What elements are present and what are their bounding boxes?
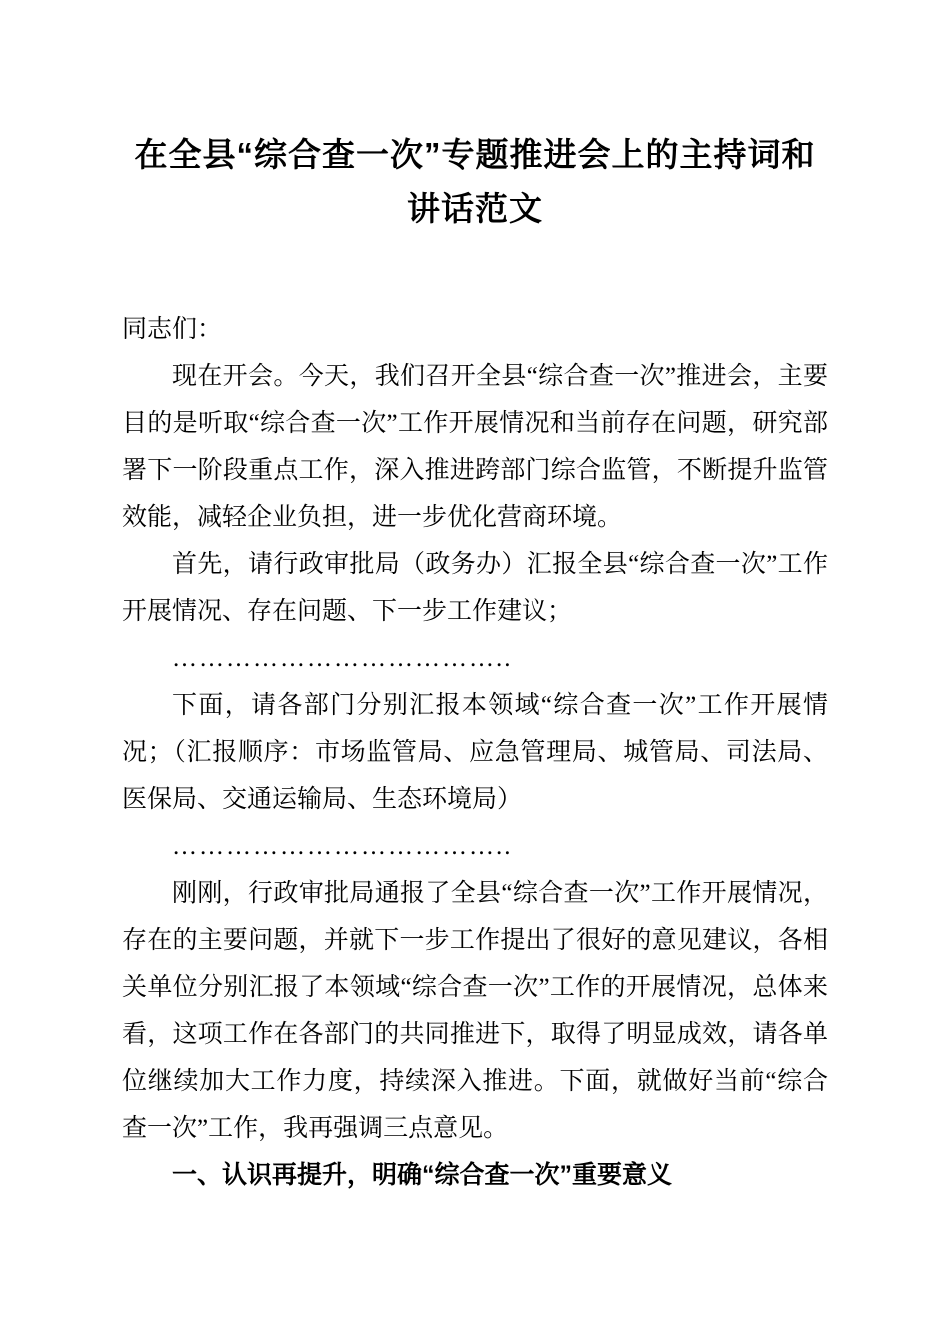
paragraph-summary: 刚刚，行政审批局通报了全县“综合查一次”工作开展情况，存在的主要问题，并就下一步工作提出了很好的意见建议，各相关单位分别汇报了本领域“综合查一次”工作的开展情况，总体来看，这项工作在各部门的共同推进下，取得了明显成效，请各单位继续加大工作力度，持续深入推进。下面，就做好当前“综合查一次”工作，我再强调三点意见。	[122, 880, 828, 1142]
document-title: 在全县“综合查一次”专题推进会上的主持词和讲话范文	[134, 136, 816, 227]
ellipsis-line: ………………………………..	[172, 833, 513, 860]
paragraph-first-report: 首先，请行政审批局（政务办）汇报全县“综合查一次”工作开展情况、存在问题、下一步工作建议；	[122, 551, 828, 625]
paragraph-department-reports: 下面，请各部门分别汇报本领域“综合查一次”工作开展情况；（汇报顺序：市场监管局、应急管理局、城管局、司法局、医保局、交通运输局、生态环境局）	[122, 692, 828, 813]
paragraph-opening: 现在开会。今天，我们召开全县“综合查一次”推进会，主要目的是听取“综合查一次”工作开展情况和当前存在问题，研究部署下一阶段重点工作，深入推进跨部门综合监管，不断提升监管效能，减轻企业负担，进一步优化营商环境。	[122, 363, 828, 531]
salutation: 同志们：	[122, 316, 223, 343]
heading-point-one: 一、认识再提升，明确“综合查一次”重要意义	[172, 1161, 673, 1189]
document-body	[122, 306, 828, 1199]
ellipsis-line: ………………………………..	[172, 645, 513, 672]
